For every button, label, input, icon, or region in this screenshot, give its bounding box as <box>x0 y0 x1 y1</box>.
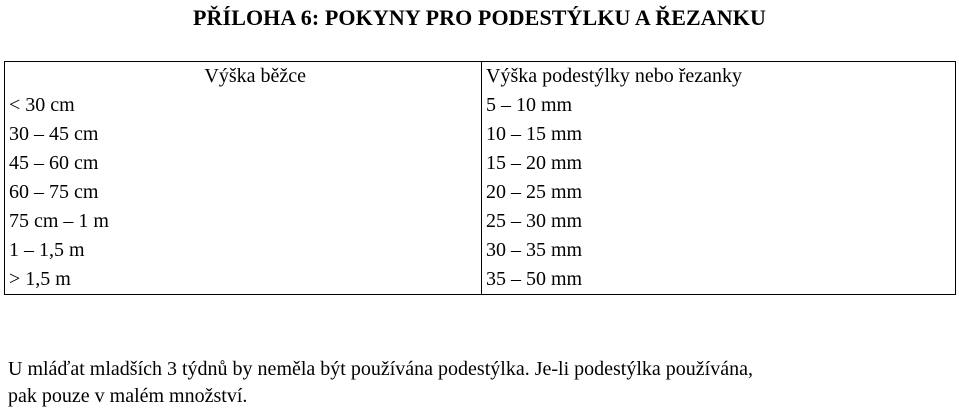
runner-height-cell: < 30 cm <box>5 91 482 120</box>
table-row <box>5 207 956 236</box>
table-row <box>5 236 956 265</box>
note-line: U mláďat mladších 3 týdnů by neměla být používána podestýlka. Je-li podestýlka používána, <box>8 358 753 380</box>
header-bedding-height: Výška podestýlky nebo řezanky <box>482 62 956 92</box>
bedding-height-cell: 15 – 20 mm <box>482 149 956 178</box>
runner-height-cell: 45 – 60 cm <box>5 149 482 178</box>
note-paragraph <box>8 356 953 410</box>
bedding-height-cell: 5 – 10 mm <box>482 91 956 120</box>
table-row <box>5 91 956 120</box>
header-runner-height: Výška běžce <box>5 62 482 92</box>
bedding-height-cell: 20 – 25 mm <box>482 178 956 207</box>
bedding-guidelines-table <box>4 61 956 295</box>
table-row <box>5 178 956 207</box>
runner-height-cell: 30 – 45 cm <box>5 120 482 149</box>
bedding-height-cell: 25 – 30 mm <box>482 207 956 236</box>
runner-height-cell: 1 – 1,5 m <box>5 236 482 265</box>
table-row <box>5 120 956 149</box>
page-title: PŘÍLOHA 6: POKYNY PRO PODESTÝLKU A ŘEZANKU <box>193 5 766 30</box>
runner-height-cell: 75 cm – 1 m <box>5 207 482 236</box>
table-row <box>5 265 956 295</box>
bedding-height-cell: 10 – 15 mm <box>482 120 956 149</box>
note-line: pak pouze v malém množství. <box>8 385 248 407</box>
table-row <box>5 149 956 178</box>
bedding-height-cell: 35 – 50 mm <box>482 265 956 295</box>
runner-height-cell: > 1,5 m <box>5 265 482 295</box>
runner-height-cell: 60 – 75 cm <box>5 178 482 207</box>
table-header-row <box>5 62 956 92</box>
bedding-height-cell: 30 – 35 mm <box>482 236 956 265</box>
